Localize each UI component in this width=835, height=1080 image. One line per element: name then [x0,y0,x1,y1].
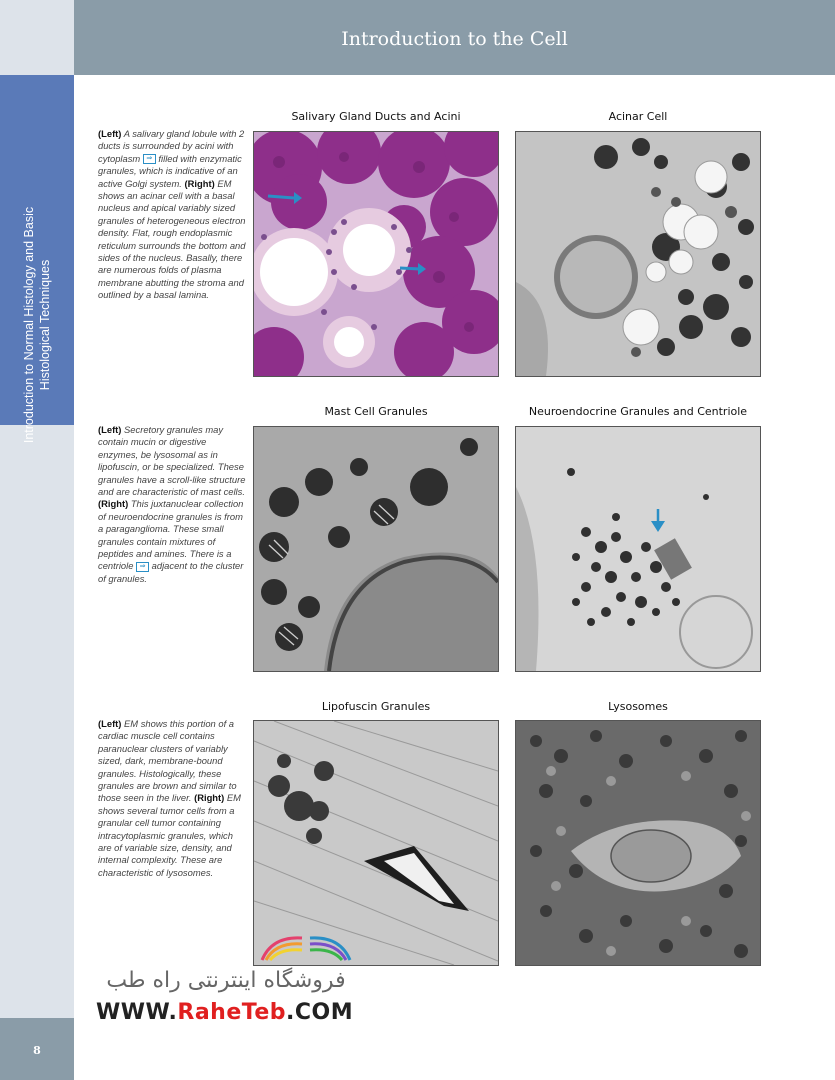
caption-left-label: (Left) [98,718,122,729]
watermark-book-logo [258,920,354,964]
figure-title-acinar: Acinar Cell [608,110,668,123]
caption-right-label: (Right) [194,792,225,804]
figure-title-neuroendocrine: Neuroendocrine Granules and Centriole [528,405,748,418]
figure-lysosomes [515,720,761,966]
figure-salivary-gland [253,131,499,377]
chapter-tab-line-2: Histological Techniques [38,259,52,391]
chapter-side-tab [0,75,74,444]
header-corner-block [0,0,74,75]
chapter-tab-label [21,150,53,500]
figure-title-lipofuscin: Lipofuscin Granules [321,700,431,713]
figure-acinar-cell [515,131,761,377]
figure-title-salivary: Salivary Gland Ducts and Acini [291,110,461,123]
page-title: Introduction to the Cell [341,28,568,50]
caption-right-label: (Right) [98,498,129,510]
watermark-persian-text: فروشگاه اینترنتی راه طب [106,968,346,993]
caption-section-1: (Left) A salivary gland lobule with 2 ducts is surrounded by acini with cytoplasm ⇒ filled with enzymatic granules, which is indicative of an active Golgi system. (Right) EM shows an acinar cell with a basal nucleus and apical variably sized granules of heterogeneous electron density. Flat, rough endoplasmic reticulum surrounds the bottom and sides of the nucleus. Basally, there are numerous folds of plasma membrane abutting the stroma and outlined by a basal lamina. [98,128,246,301]
caption-left-label: (Left) [98,424,122,435]
figure-mast-cell-granules [253,426,499,672]
arrow-symbol-icon: ⇒ [143,154,156,164]
watermark-url: WWW.RaheTeb.COM [96,1000,354,1025]
page-number-box [0,1018,74,1080]
figure-title-mast-cell: Mast Cell Granules [324,405,428,418]
arrow-symbol-icon: ⇒ [136,562,149,572]
caption-right-label: (Right) [184,177,215,189]
caption-section-3: (Left) EM shows this portion of a cardiac muscle cell contains paranuclear clusters of variably sized, dark, membrane-bound granules. Histologically, these granules are brown and similar to those seen in the liver. (Right) EM shows several tumor cells from a granular cell tumor containing intracytoplasmic granules, which are of variable size, density, and internal complexity. These are characteristic of lysosomes. [98,718,241,878]
figure-title-lysosomes: Lysosomes [608,700,668,713]
figure-neuroendocrine-granules [515,426,761,672]
caption-section-2: (Left) Secretory granules may contain mucin or digestive enzymes, be lysosomal as in lipofuscin, or be specialized. These granules have a scroll-like structure and are characteristic of mast cells. (Right) This juxtanuclear collection of neuroendocrine granules is from a paraganglioma. These small granules contain mixtures of peptides and amines. There is a centriole ⇒ adjacent to the cluster of granules. [98,424,246,584]
page-number: 8 [33,1044,41,1057]
caption-left-label: (Left) [98,128,122,139]
chapter-tab-line-1: Introduction to Normal Histology and Basic [22,206,36,444]
